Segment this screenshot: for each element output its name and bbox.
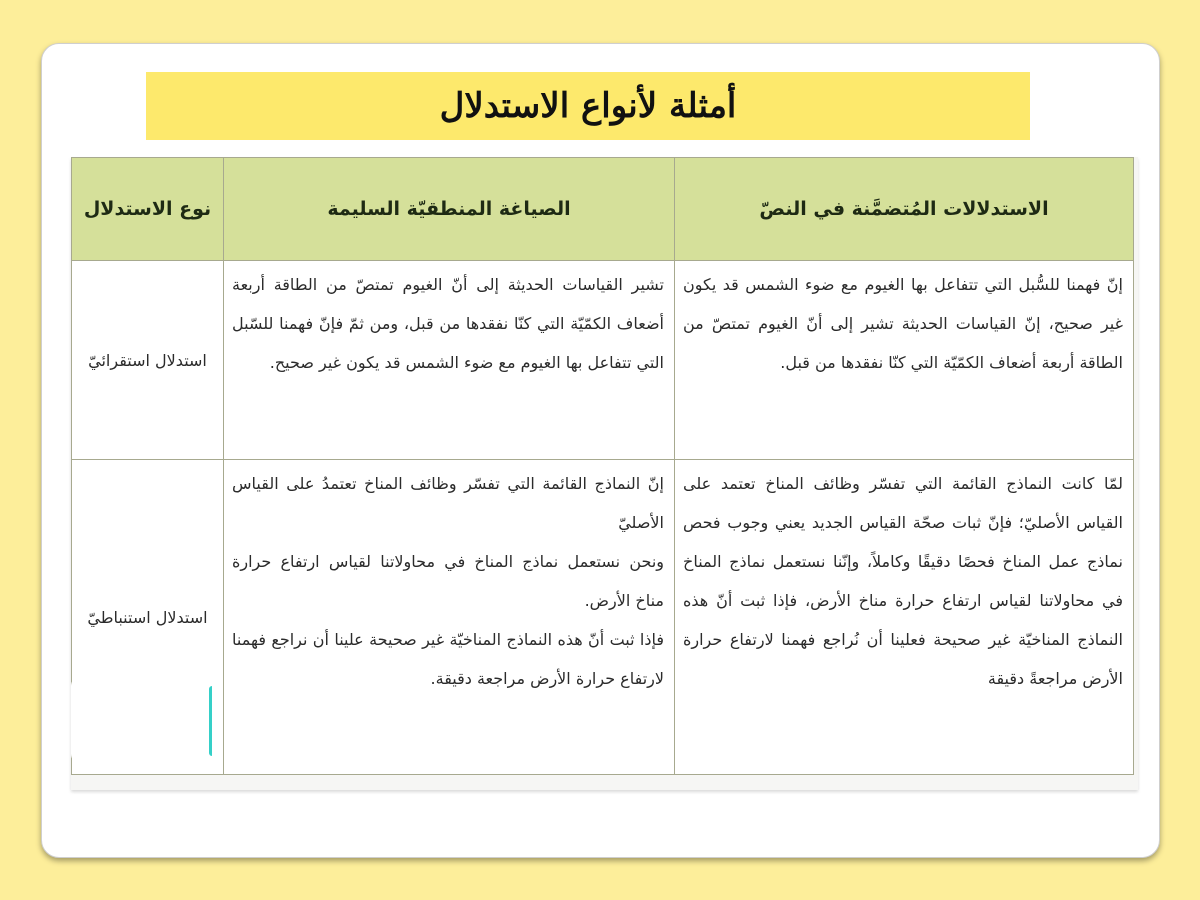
cell-implied-inference: لمّا كانت النماذج القائمة التي تفسّر وظائف المناخ تعتمد على القياس الأصليّ؛ فإنّ ثبات صحّة القياس الجديد يعني وجوب فحص نماذج عمل المناخ فحصًا دقيقًا وكاملاً، وإنّنا نستعمل نماذج المناخ في محاولاتنا لقياس ارتفاع حرارة مناخ الأرض، فإذا ثبت أنّ هذه النماذج المناخيّة غير صحيحة فعلينا أن نُراجع فهمنا لارتفاع حرارة الأرض مراجعةً دقيقة	[675, 460, 1134, 775]
cyan-edge-mark	[209, 686, 216, 756]
logical-line: إنّ النماذج القائمة التي تفسّر وظائف المناخ تعتمدُ على القياس الأصليّ	[232, 474, 664, 532]
cell-reasoning-type: استدلال استقرائيّ	[72, 261, 224, 460]
logical-line: ونحن نستعمل نماذج المناخ في محاولاتنا لقياس ارتفاع حرارة مناخ الأرض.	[232, 552, 664, 610]
cell-implied-inference: إنّ فهمنا للسُّبل التي تتفاعل بها الغيوم مع ضوء الشمس قد يكون غير صحيح، إنّ القياسات الحديثة تشير إلى أنّ الغيوم تمتصّ من الطاقة أربعة أضعاف الكمّيّة التي كنّا نفقدها من قبل.	[675, 261, 1134, 460]
cell-reasoning-type: استدلال استنباطيّ	[72, 460, 224, 775]
header-logical-formulation: الصياغة المنطقيّة السليمة	[224, 158, 675, 261]
table-row	[72, 261, 1134, 460]
slide-title-bar	[146, 72, 1030, 140]
white-overlay-patch	[71, 676, 213, 764]
header-implied-inferences: الاستدلالات المُتضمَّنة في النصّ	[675, 158, 1134, 261]
header-reasoning-type: نوع الاستدلال	[72, 158, 224, 261]
cell-logical-formulation: تشير القياسات الحديثة إلى أنّ الغيوم تمتصّ من الطاقة أربعة أضعاف الكمّيّة التي كنّا نفقدها من قبل، ومن ثمّ فإنّ فهمنا للسّبل التي تتفاعل بها الغيوم مع ضوء الشمس قد يكون غير صحيح.	[224, 261, 675, 460]
table-row	[72, 460, 1134, 775]
cell-logical-formulation	[224, 460, 675, 775]
reasoning-types-table	[71, 157, 1134, 775]
table-header-row	[72, 158, 1134, 261]
slide-title: أمثلة لأنواع الاستدلال	[439, 86, 737, 126]
reasoning-table-image	[71, 157, 1138, 790]
logical-line: فإذا ثبت أنّ هذه النماذج المناخيّة غير صحيحة علينا أن نراجع فهمنا لارتفاع حرارة الأرض مراجعة دقيقة.	[232, 630, 664, 688]
